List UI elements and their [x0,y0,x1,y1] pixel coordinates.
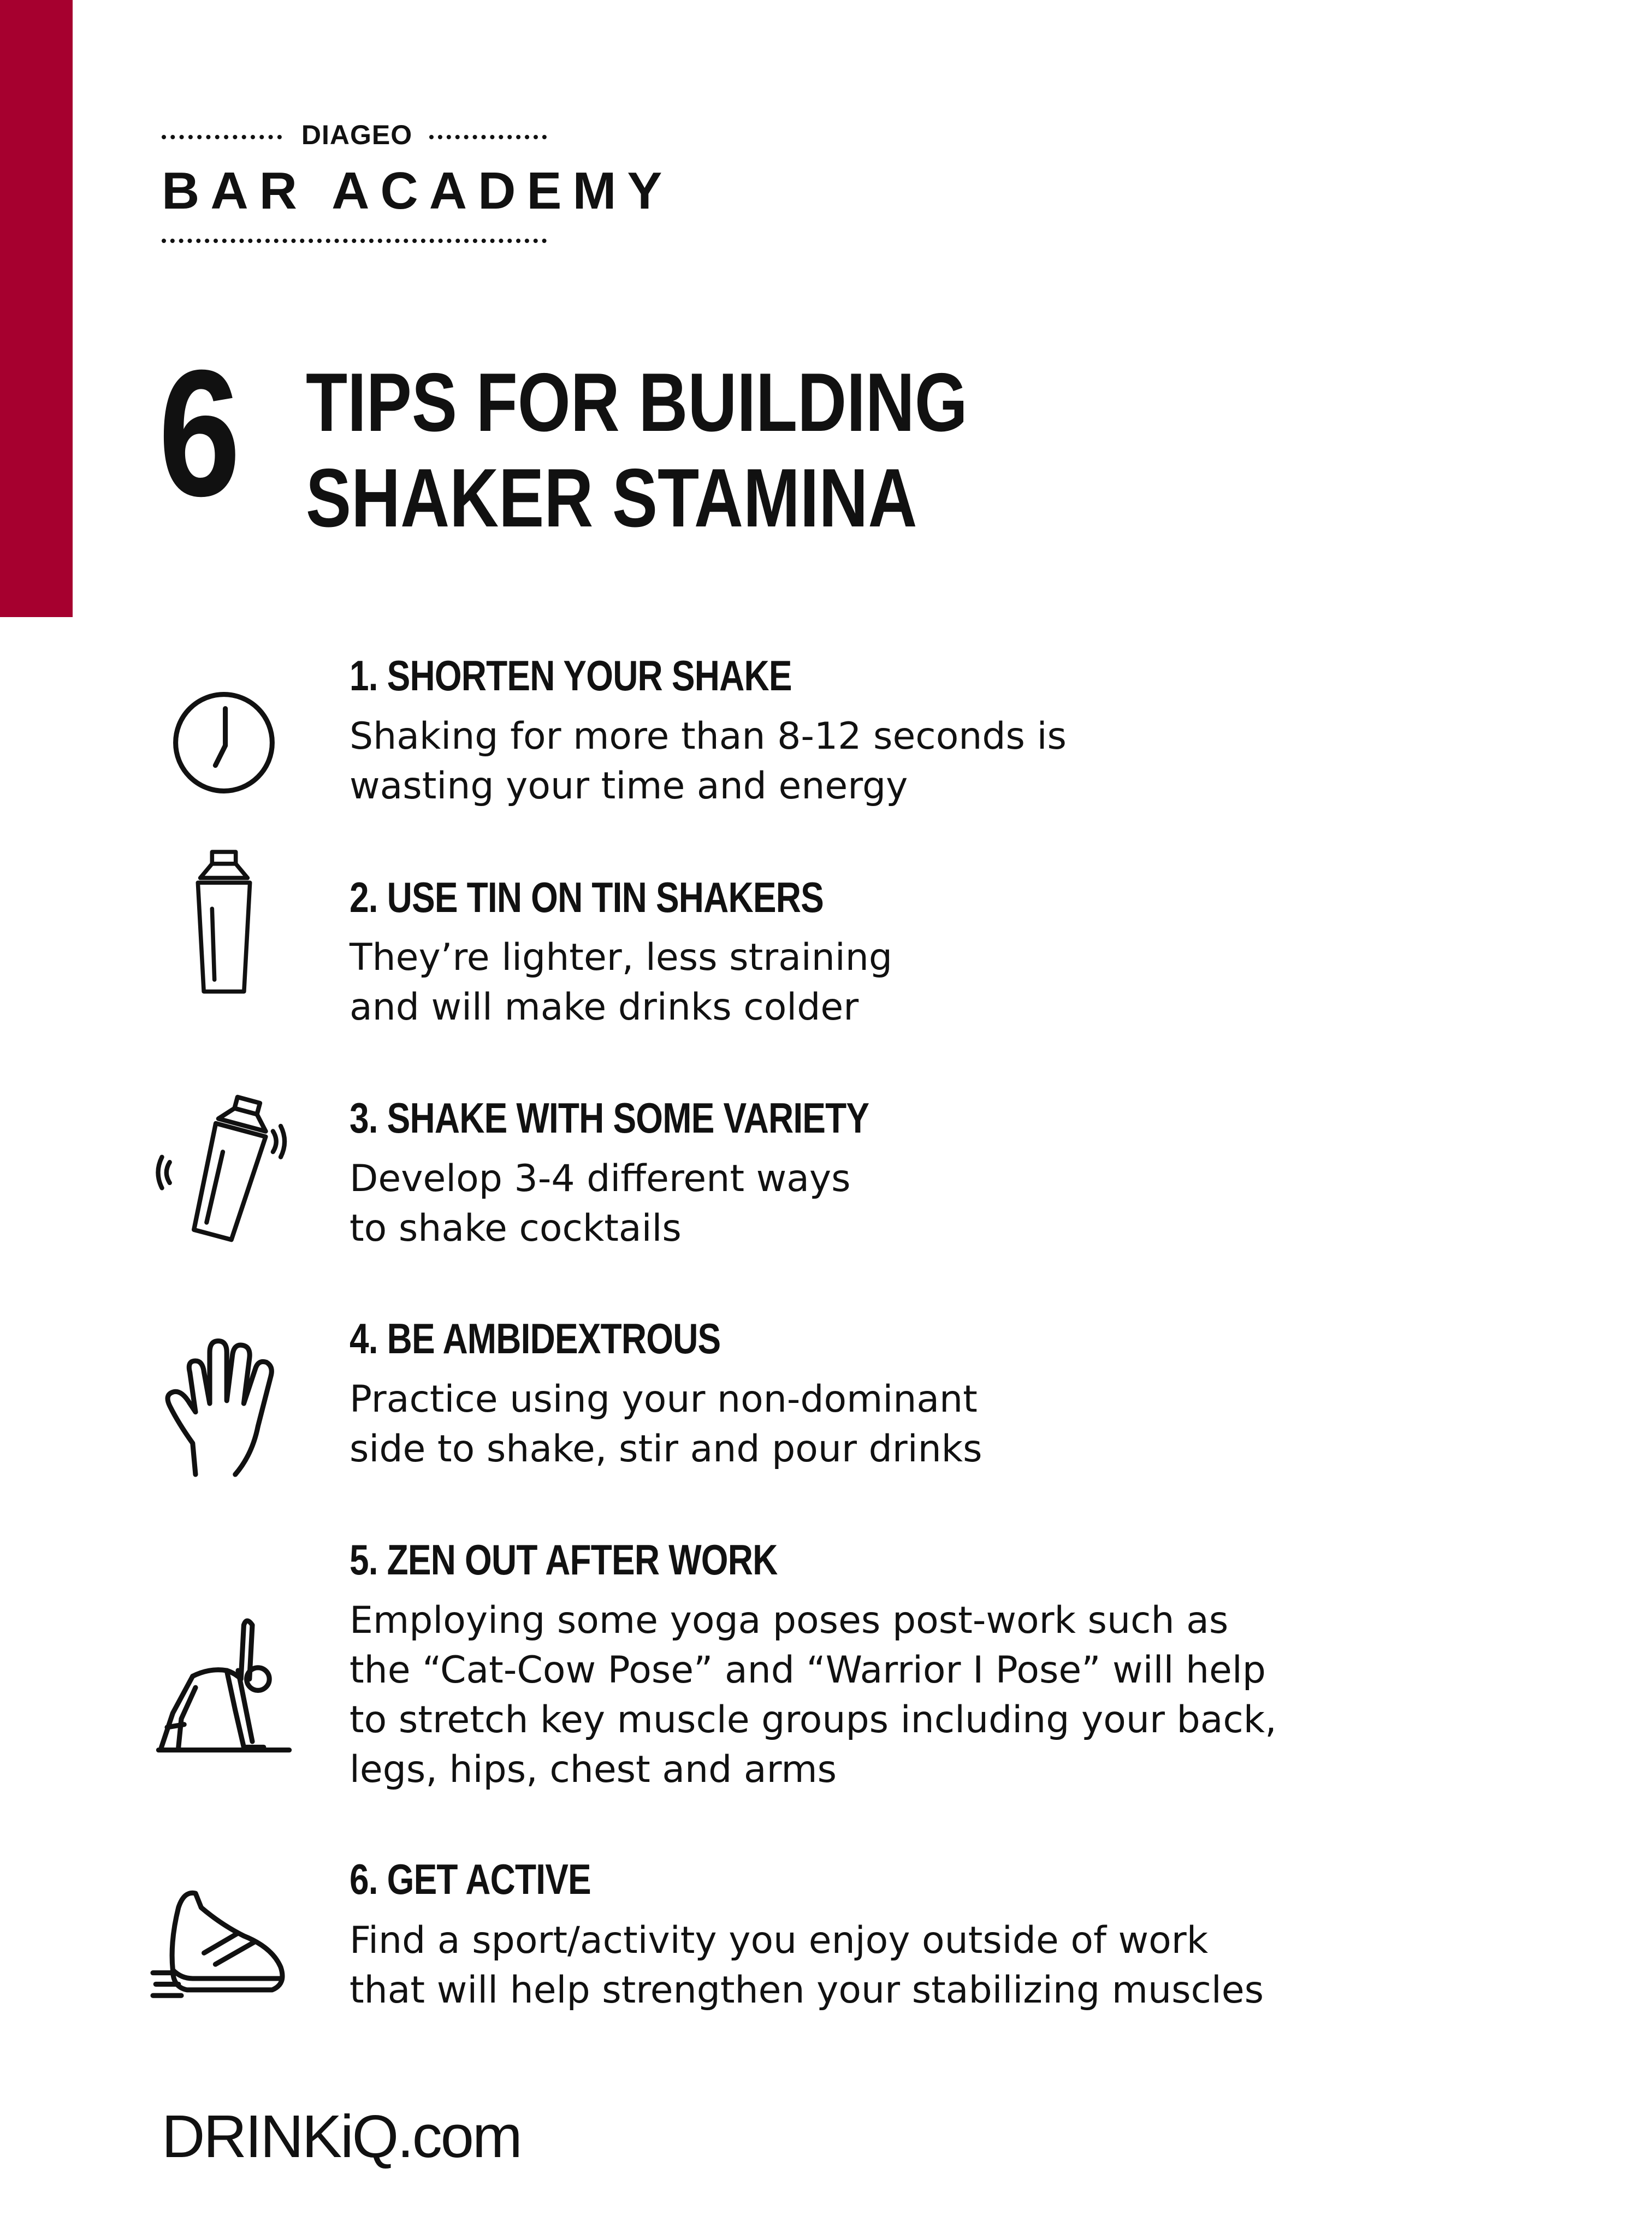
tip-1-body [350,712,1496,811]
hand-icon [153,1332,295,1474]
tip-4-body [350,1375,1496,1474]
tip-2-line-1: They’re lighter, less straining [350,936,893,979]
running-shoe-icon [153,1865,295,2007]
tip-6-line-2: that will help strengthen your stabilizing muscles [350,1969,1264,2012]
tip-2-heading: 2. USE TIN ON TIN SHAKERS [350,873,824,921]
clock-icon [153,672,295,814]
tip-3-body [350,1154,1496,1253]
title-number: 6 [158,332,241,534]
yoga-pose-icon [153,1614,295,1756]
tip-4-line-2: side to shake, stir and pour drinks [350,1427,982,1471]
tip-5-line-3: to stretch key muscle groups including your back, [350,1698,1277,1742]
tip-4-line-1: Practice using your non-dominant [350,1378,978,1421]
tip-5-heading: 5. ZEN OUT AFTER WORK [350,1536,778,1584]
logo-name: BAR ACADEMY [162,162,673,220]
logo-dotted-rule-bottom [162,239,547,243]
tip-6-heading: 6. GET ACTIVE [350,1855,591,1903]
tip-4-heading: 4. BE AMBIDEXTROUS [350,1314,721,1363]
tip-3-heading: 3. SHAKE WITH SOME VARIETY [350,1094,869,1142]
cocktail-shaker-icon [153,852,295,994]
tip-6-body [350,1916,1496,2015]
tip-1-line-1: Shaking for more than 8-12 seconds is [350,715,1067,758]
tip-5-line-2: the “Cat-Cow Pose” and “Warrior I Pose” will help [350,1649,1266,1692]
tip-1-heading: 1. SHORTEN YOUR SHAKE [350,651,792,700]
logo-dotted-rule-right [429,135,547,139]
tip-5-line-4: legs, hips, chest and arms [350,1748,837,1791]
accent-bar [0,0,73,617]
tip-5-body [350,1596,1496,1794]
tip-3-line-2: to shake cocktails [350,1207,682,1250]
tip-6-line-1: Find a sport/activity you enjoy outside of work [350,1919,1209,1962]
logo-dotted-rule-left [162,135,282,139]
footer-logo-suffix: .com [397,2103,521,2170]
tip-3-line-1: Develop 3-4 different ways [350,1157,851,1200]
tip-2-line-2: and will make drinks colder [350,986,859,1029]
footer-logo-main: DRINKiQ [162,2103,398,2170]
title-line-2: SHAKER STAMINA [306,452,917,544]
tip-1-line-2: wasting your time and energy [350,765,908,808]
title-line-1: TIPS FOR BUILDING [306,356,968,449]
tip-5-line-1: Employing some yoga poses post-work such as [350,1599,1229,1642]
drinkiq-logo [162,2101,521,2172]
shaking-shaker-icon [153,1098,295,1240]
tip-2-body [350,933,1496,1032]
logo-brand: DIAGEO [301,120,413,150]
page-title [306,355,1113,546]
bar-academy-logo [162,115,673,251]
